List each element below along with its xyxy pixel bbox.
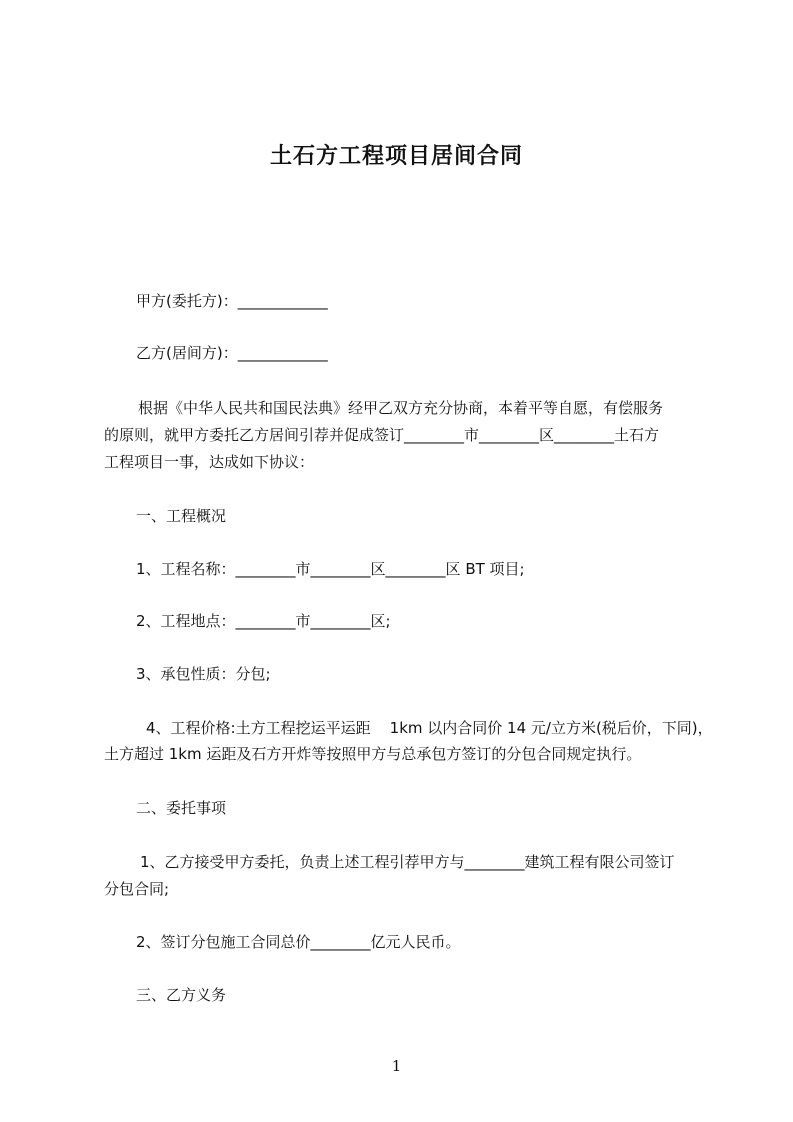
section-1-item-1: 1、工程名称：________市________区________区 BT 项目; (136, 560, 525, 578)
preamble-line-3: 工程项目一事，达成如下协议： (104, 453, 315, 471)
section-2-item-2: 2、签订分包施工合同总价________亿元人民币。 (136, 933, 461, 951)
section-2-heading: 二、委托事项 (136, 799, 227, 817)
section-2-item-1-line-1: 1、乙方接受甲方委托，负责上述工程引荐甲方与________建筑工程有限公司签订 (140, 853, 675, 871)
preamble-line-1: 根据《中华人民共和国民法典》经甲乙双方充分协商，本着平等自愿，有偿服务 (138, 399, 664, 417)
section-1-heading: 一、工程概况 (136, 507, 227, 525)
page-number: 1 (391, 1057, 402, 1075)
preamble-line-2: 的原则，就甲方委托乙方居间引荐并促成签订________市________区________土石方 (104, 426, 660, 444)
section-1-item-2: 2、工程地点：________市________区; (136, 612, 391, 630)
section-2-item-1-line-2: 分包合同; (104, 880, 170, 898)
party-b-line: 乙方(居间方)：____________ (136, 344, 328, 362)
document-title: 土石方工程项目居间合同 (269, 144, 523, 169)
section-3-heading: 三、乙方义务 (136, 986, 227, 1004)
section-1-item-4-line-1: 4、工程价格:土方工程挖运平运距 1km 以内合同价 14 元/立方米(税后价，下同)， (146, 719, 713, 737)
party-a-line: 甲方(委托方)：____________ (136, 292, 328, 310)
section-1-item-3: 3、承包性质：分包; (136, 665, 271, 683)
section-1-item-4-line-2: 土方超过 1km 运距及石方开炸等按照甲方与总承包方签订的分包合同规定执行。 (104, 745, 642, 763)
